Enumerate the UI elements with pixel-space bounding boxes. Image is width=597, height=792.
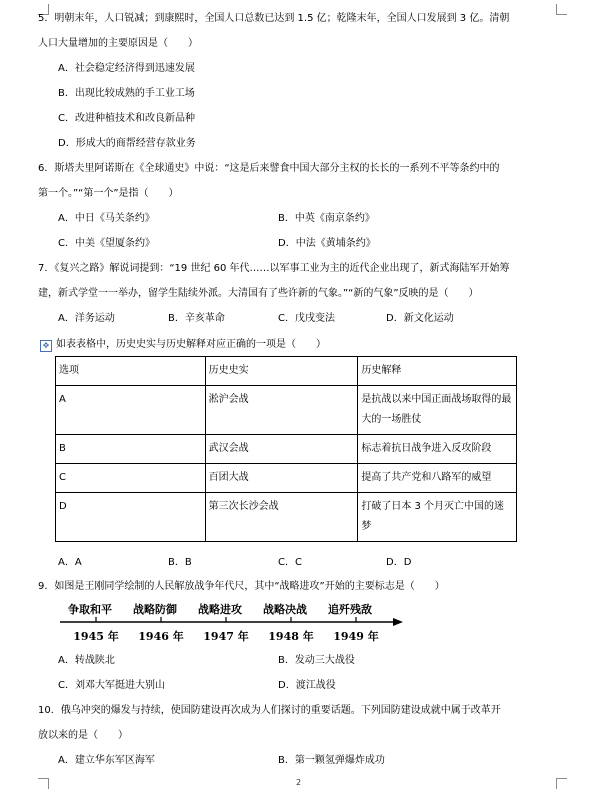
q10-line-2: 放以来的是（ ） xyxy=(38,730,128,741)
timeline-stage-label: 战略防御 xyxy=(133,603,177,616)
table-cell: 是抗战以来中国正面战场取得的最大的一场胜仗 xyxy=(358,386,517,435)
q10-line-1: 10．俄乌冲突的爆发与持续，使国防建设再次成为人们探讨的重要话题。下列国防建设成就中属于改革开 xyxy=(38,705,501,716)
q9-option-b: B．发动三大战役 xyxy=(278,655,355,666)
q9-option-c: C．刘邓大军挺进大别山 xyxy=(58,680,165,691)
q5-option-b: B．出现比较成熟的手工业工场 xyxy=(58,88,195,99)
q6-option-a: A．中日《马关条约》 xyxy=(58,213,155,224)
q8-option-c: C．C xyxy=(278,557,302,568)
q5-line-2: 人口大量增加的主要原因是（ ） xyxy=(38,38,198,49)
table-row xyxy=(56,493,517,542)
table-cell: 打破了日本 3 个月灭亡中国的迷梦 xyxy=(358,493,517,542)
q7-option-d: D．新文化运动 xyxy=(386,313,454,324)
q5-option-d: D．形成大的商帮经营存款业务 xyxy=(58,138,196,149)
table-cell: D xyxy=(56,493,206,542)
table-row xyxy=(56,435,517,464)
table-header-cell: 历史史实 xyxy=(205,357,358,386)
q8-table xyxy=(55,356,517,542)
q5-option-c: C．改进种植技术和改良新品种 xyxy=(58,113,195,124)
table-cell: C xyxy=(56,464,206,493)
q9-stem: 9．如图是王刚同学绘制的人民解放战争年代尺，其中“战略进攻”开始的主要标志是（ ） xyxy=(38,581,445,592)
q6-line-1: 6．斯塔夫里阿诺斯在《全球通史》中说：“这是后来譬食中国大部分主权的长长的一系列不平等条约中的 xyxy=(38,163,500,174)
timeline-stage-label: 争取和平 xyxy=(68,603,112,616)
q6-line-2: 第一个。”“第一个”是指（ ） xyxy=(38,188,179,199)
timeline-year-label: 1945 年 xyxy=(73,630,119,643)
timeline-stage-label: 战略决战 xyxy=(263,603,307,616)
q9-timeline xyxy=(58,600,403,648)
table-cell: 标志着抗日战争进入反攻阶段 xyxy=(358,435,517,464)
q9-option-a: A．转战陕北 xyxy=(58,655,115,666)
q6-option-c: C．中美《望厦条约》 xyxy=(58,238,155,249)
q10-option-a: A．建立华东军区海军 xyxy=(58,755,155,766)
q5-line-1: 5．明朝末年，人口锐减；到康熙时，全国人口总数已达到 1.5 亿；乾隆末年，全国人口发展到 3 亿。清朝 xyxy=(38,13,510,24)
table-cell: 武汉会战 xyxy=(205,435,358,464)
q10-option-b: B．第一颗氢弹爆炸成功 xyxy=(278,755,385,766)
corner-mark-top-right xyxy=(556,4,567,15)
table-header-row xyxy=(56,357,517,386)
q6-option-b: B．中英《南京条约》 xyxy=(278,213,375,224)
table-header-cell: 历史解释 xyxy=(358,357,517,386)
q8-option-d: D．D xyxy=(386,557,412,568)
q7-option-b: B．辛亥革命 xyxy=(168,313,225,324)
table-cell: A xyxy=(56,386,206,435)
table-cell: 淞沪会战 xyxy=(205,386,358,435)
table-row xyxy=(56,464,517,493)
table-cell: 第三次长沙会战 xyxy=(205,493,358,542)
q8-option-a: A．A xyxy=(58,557,82,568)
table-anchor-icon[interactable]: ✥ xyxy=(40,340,52,352)
timeline-year-label: 1947 年 xyxy=(203,630,249,643)
q7-line-2: 建，新式学堂一一举办，留学生陆续外派。大清国有了些许新的气象。”“新的气象”反映的是（ ） xyxy=(38,288,479,299)
q8-stem: 如表表格中，历史史实与历史解释对应正确的一项是（ ） xyxy=(56,339,326,350)
q8-option-b: B．B xyxy=(168,557,192,568)
table-cell: 百团大战 xyxy=(205,464,358,493)
table-header-cell: 选项 xyxy=(56,357,206,386)
timeline-stage-label: 追歼残敌 xyxy=(328,603,372,616)
table-cell: 提高了共产党和八路军的威望 xyxy=(358,464,517,493)
table-cell: B xyxy=(56,435,206,464)
q6-option-d: D．中法《黄埔条约》 xyxy=(278,238,376,249)
q7-line-1: 7．《复兴之路》解说词提到：“19 世纪 60 年代……以军事工业为主的近代企业出现了，新式海陆军开始筹 xyxy=(38,263,510,274)
timeline-year-label: 1949 年 xyxy=(333,630,379,643)
timeline-year-label: 1946 年 xyxy=(138,630,184,643)
timeline-stage-label: 战略进攻 xyxy=(198,603,242,616)
q5-option-a: A．社会稳定经济得到迅速发展 xyxy=(58,63,195,74)
page-number: 2 xyxy=(295,778,302,787)
q9-option-d: D．渡江战役 xyxy=(278,680,336,691)
q7-option-c: C．戊戌变法 xyxy=(278,313,335,324)
q7-option-a: A．洋务运动 xyxy=(58,313,115,324)
timeline-year-label: 1948 年 xyxy=(268,630,314,643)
timeline-arrow-icon xyxy=(393,618,403,626)
table-row xyxy=(56,386,517,435)
